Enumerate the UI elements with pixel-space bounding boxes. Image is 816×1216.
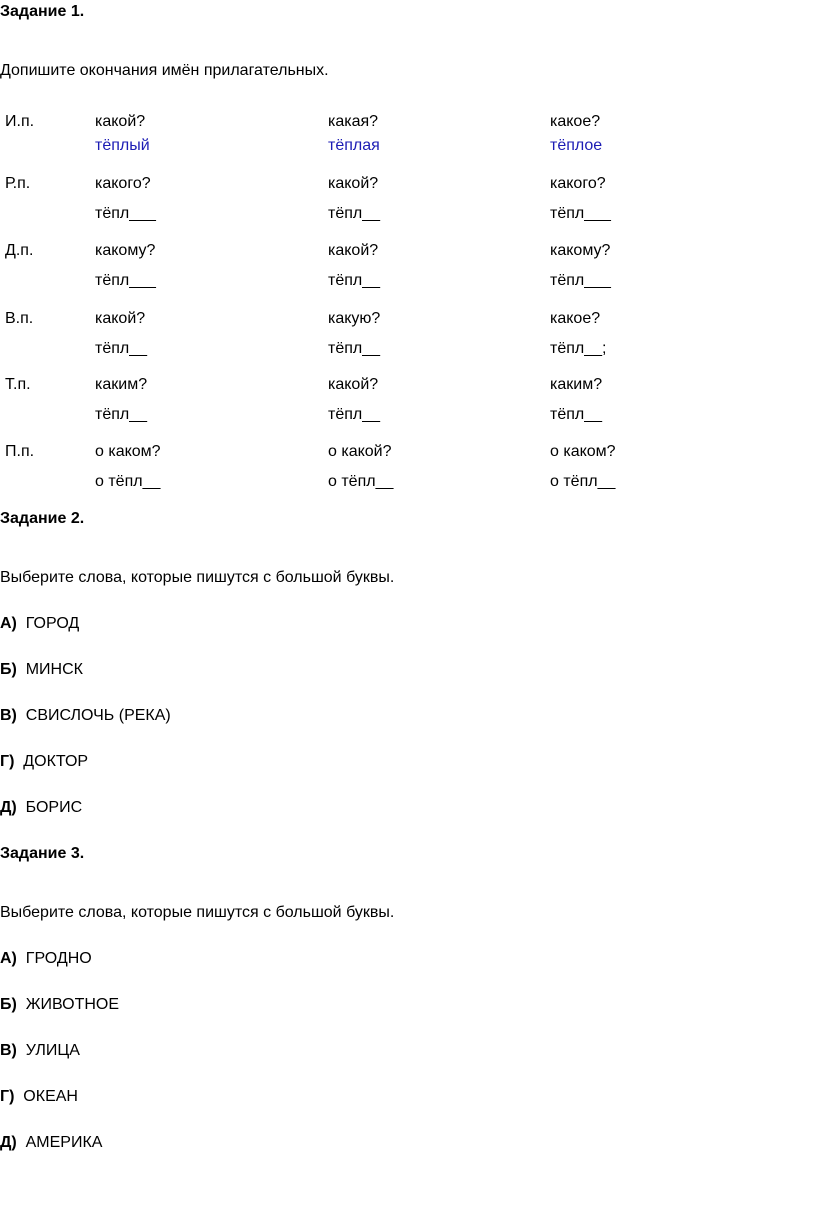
option-letter: А): [0, 615, 17, 632]
case-label: Т.п.: [5, 376, 31, 393]
answer-option[interactable]: [0, 997, 119, 1013]
ending-blank: о тёпл__: [328, 473, 394, 490]
case-question: какой?: [95, 310, 146, 327]
ending-blank: тёпл__: [95, 406, 148, 423]
ending-blank: тёпл___: [550, 205, 611, 222]
option-letter: Б): [0, 996, 17, 1013]
ending-blank: тёпл__: [550, 406, 603, 423]
answer-option[interactable]: [0, 951, 92, 967]
case-label: И.п.: [5, 113, 35, 130]
task2-heading: Задание 2.: [0, 510, 85, 527]
option-letter: Б): [0, 661, 17, 678]
case-question: какой?: [328, 242, 379, 259]
case-question: какое?: [550, 113, 601, 130]
option-text: УЛИЦА: [25, 1042, 80, 1059]
answer-option[interactable]: [0, 1135, 102, 1151]
case-question: о каком?: [550, 443, 616, 460]
ending-blank: о тёпл__: [95, 473, 161, 490]
case-label: П.п.: [5, 443, 35, 460]
case-question: какой?: [328, 376, 379, 393]
case-question: каким?: [95, 376, 148, 393]
case-label: Д.п.: [5, 242, 34, 259]
answer-option[interactable]: [0, 1089, 78, 1105]
ending-blank: о тёпл__: [550, 473, 616, 490]
case-question: какую?: [328, 310, 381, 327]
filled-adjective: тёплая: [328, 137, 380, 154]
task3-instruction: Выберите слова, которые пишутся с большой буквы.: [0, 904, 395, 921]
answer-option[interactable]: [0, 616, 79, 632]
ending-blank: тёпл___: [550, 272, 611, 289]
case-question: какая?: [328, 113, 379, 130]
option-text: МИНСК: [25, 661, 83, 678]
case-label: Р.п.: [5, 175, 31, 192]
option-text: СВИСЛОЧЬ (РЕКА): [25, 707, 171, 724]
ending-blank: тёпл___: [95, 205, 156, 222]
option-letter: Г): [0, 1088, 15, 1105]
answer-option[interactable]: [0, 708, 171, 724]
case-question: какой?: [95, 113, 146, 130]
case-question: какого?: [95, 175, 151, 192]
ending-blank: тёпл__: [328, 272, 381, 289]
case-question: какого?: [550, 175, 606, 192]
option-letter: В): [0, 707, 17, 724]
case-question: какому?: [550, 242, 611, 259]
option-text: ДОКТОР: [23, 753, 89, 770]
case-question: какому?: [95, 242, 156, 259]
case-question: каким?: [550, 376, 603, 393]
ending-blank: тёпл__;: [550, 340, 607, 357]
case-label: В.п.: [5, 310, 34, 327]
task1-heading: Задание 1.: [0, 3, 85, 20]
option-text: ЖИВОТНОЕ: [25, 996, 120, 1013]
option-text: ОКЕАН: [23, 1088, 78, 1105]
option-text: ГРОДНО: [25, 950, 92, 967]
task3-heading: Задание 3.: [0, 845, 85, 862]
ending-blank: тёпл__: [95, 340, 148, 357]
answer-option[interactable]: [0, 1043, 80, 1059]
answer-option[interactable]: [0, 800, 82, 816]
case-question: какое?: [550, 310, 601, 327]
option-text: ГОРОД: [25, 615, 80, 632]
option-letter: Д): [0, 799, 17, 816]
case-question: какой?: [328, 175, 379, 192]
ending-blank: тёпл__: [328, 340, 381, 357]
task1-instruction: Допишите окончания имён прилагательных.: [0, 62, 329, 79]
option-text: БОРИС: [25, 799, 83, 816]
answer-option[interactable]: [0, 662, 83, 678]
answer-option[interactable]: [0, 754, 88, 770]
filled-adjective: тёплое: [550, 137, 603, 154]
option-text: АМЕРИКА: [25, 1134, 103, 1151]
option-letter: Д): [0, 1134, 17, 1151]
filled-adjective: тёплый: [95, 137, 150, 154]
ending-blank: тёпл__: [328, 406, 381, 423]
ending-blank: тёпл___: [95, 272, 156, 289]
option-letter: В): [0, 1042, 17, 1059]
task2-instruction: Выберите слова, которые пишутся с большой буквы.: [0, 569, 395, 586]
option-letter: А): [0, 950, 17, 967]
case-question: о какой?: [328, 443, 392, 460]
option-letter: Г): [0, 753, 15, 770]
ending-blank: тёпл__: [328, 205, 381, 222]
case-question: о каком?: [95, 443, 161, 460]
